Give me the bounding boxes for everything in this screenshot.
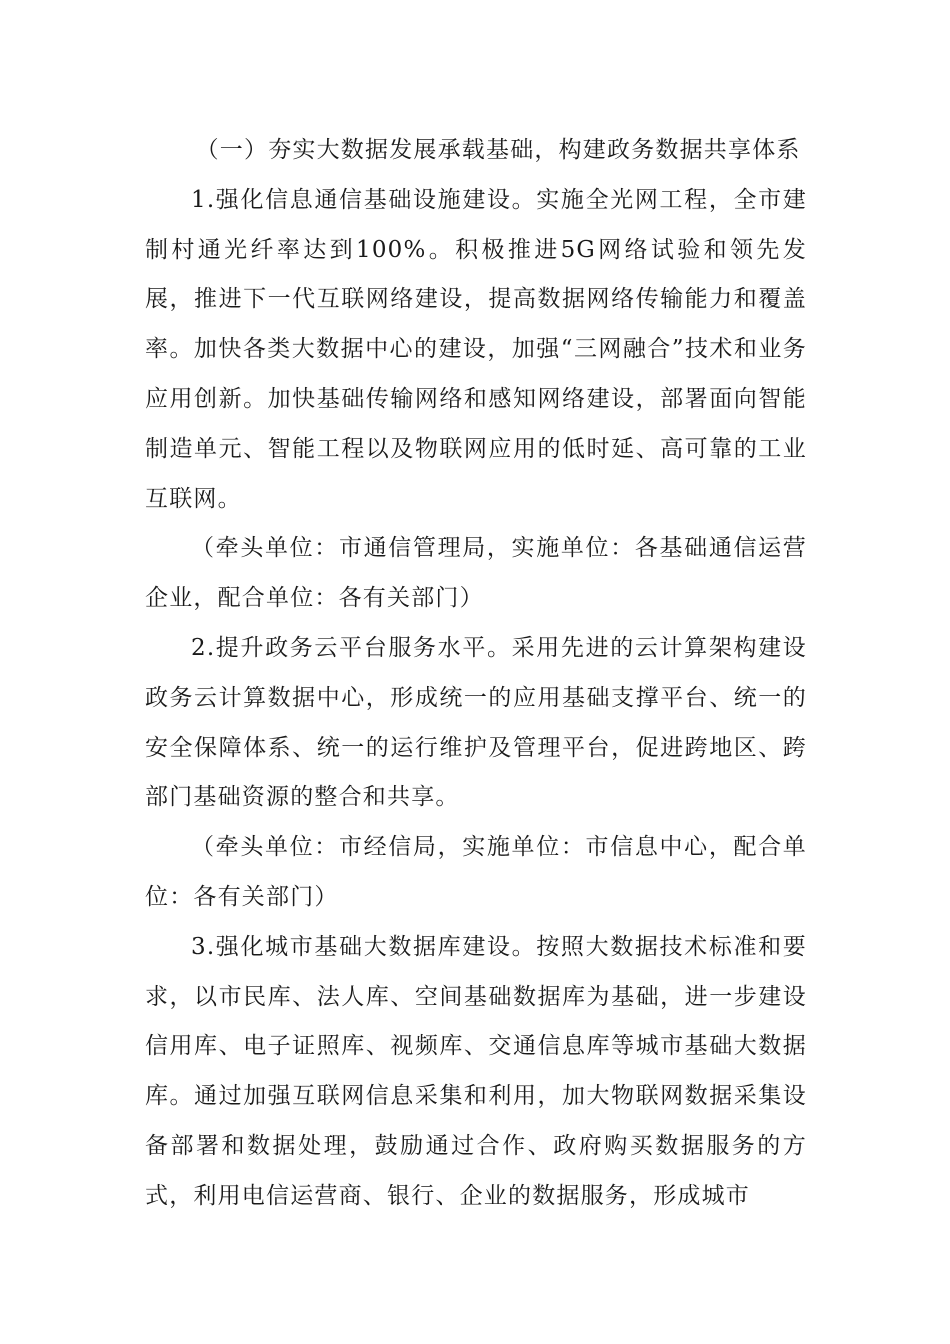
responsible-units-note-2: （牵头单位：市经信局，实施单位：市信息中心，配合单位：各有关部门） <box>145 834 807 910</box>
paragraph-item-3: 3.强化城市基础大数据库建设。按照大数据技术标准和要求，以市民库、法人库、空间基础数据库为基础，进一步建设信用库、电子证照库、视频库、交通信息库等城市基础大数据库。通过加强互联网信息采集和利用，加大物联网数据采集设备部署和数据处理，鼓励通过合作、政府购买数据服务的方式，利用电信运营商、银行、企业的数据服务，形成城市 <box>145 933 807 1209</box>
paragraph-item-2: 2.提升政务云平台服务水平。采用先进的云计算架构建设政务云计算数据中心，形成统一的应用基础支撑平台、统一的安全保障体系、统一的运行维护及管理平台，促进跨地区、跨部门基础资源的整合和共享。 <box>145 634 807 811</box>
section-heading: （一）夯实大数据发展承载基础，构建政务数据共享体系 <box>195 137 801 163</box>
responsible-units-note-1: （牵头单位：市通信管理局，实施单位：各基础通信运营企业，配合单位：各有关部门） <box>145 535 807 612</box>
document-body <box>145 126 807 1222</box>
paragraph-item-1: 1.强化信息通信基础设施建设。实施全光网工程，全市建制村通光纤率达到100%。积极推进5G网络试验和领先发展，推进下一代互联网络建设，提高数据网络传输能力和覆盖率。加快各类大数据中心的建设，加强“三网融合”技术和业务应用创新。加快基础传输网络和感知网络建设，部署面向智能制造单元、智能工程以及物联网应用的低时延、高可靠的工业互联网。 <box>145 186 807 512</box>
